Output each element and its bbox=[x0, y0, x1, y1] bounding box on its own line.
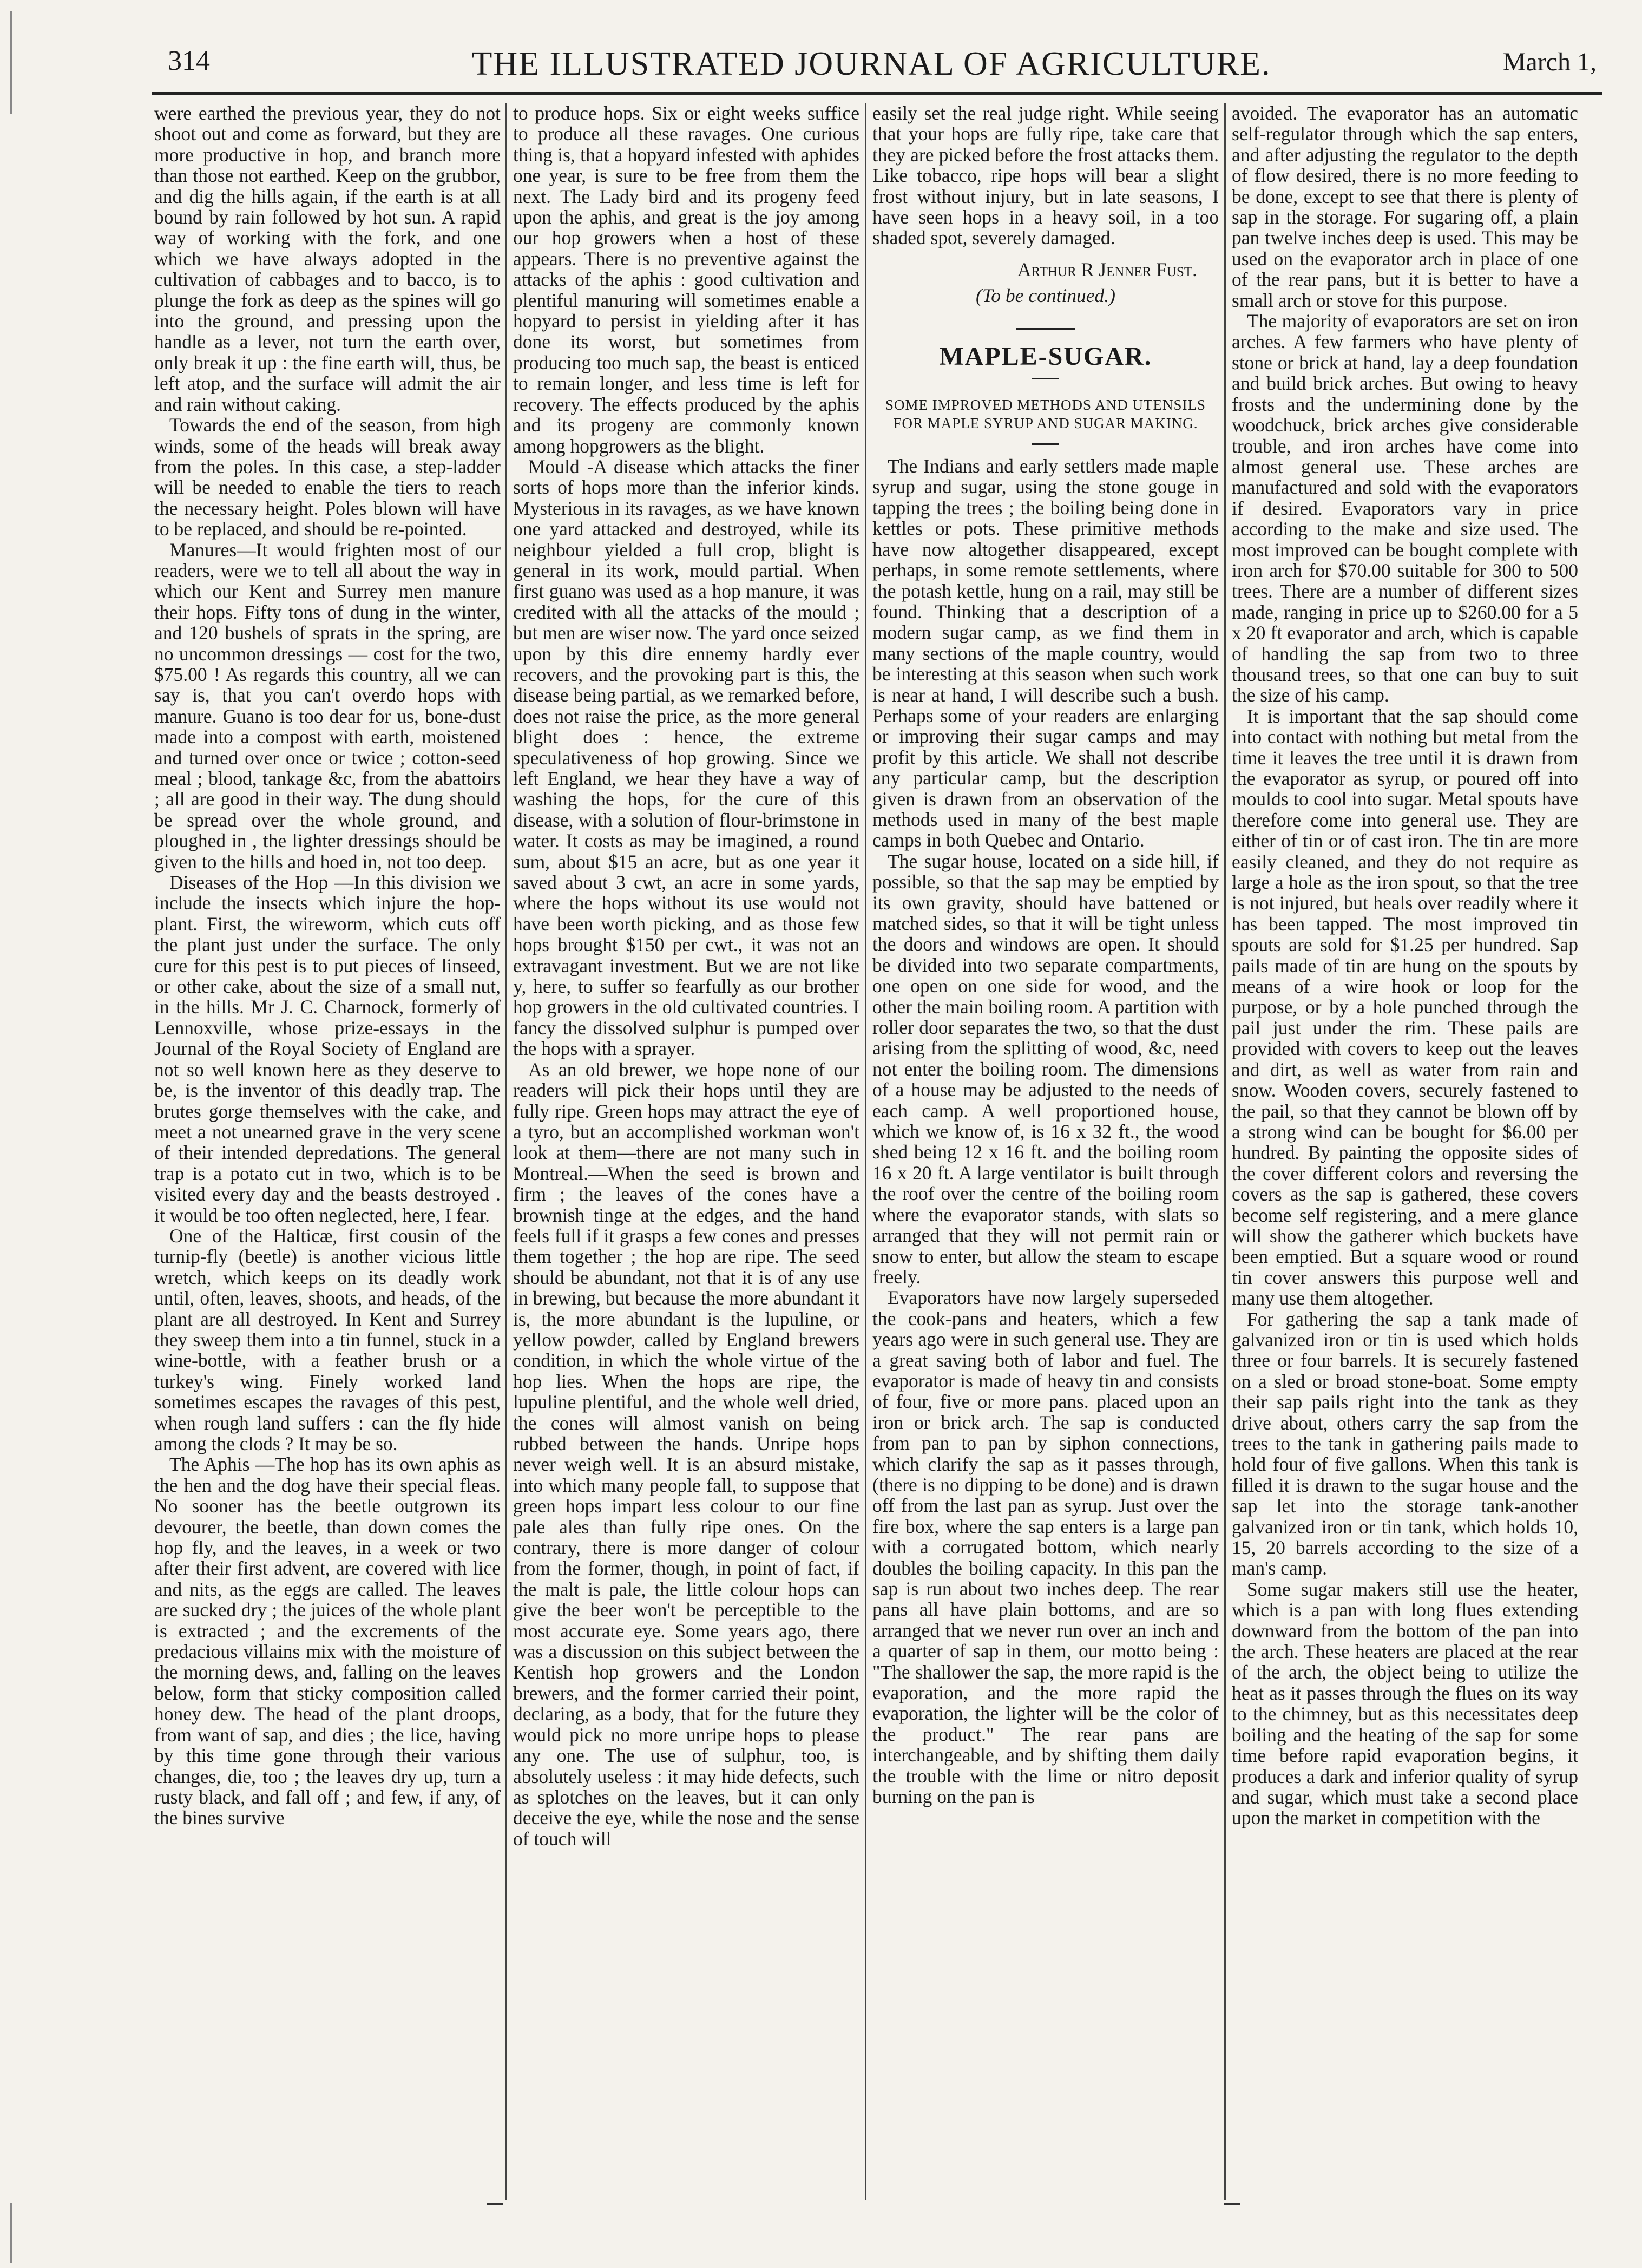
footer-mark bbox=[1224, 2203, 1240, 2205]
continued-note: (To be continued.) bbox=[976, 285, 1115, 307]
journal-title: THE ILLUSTRATED JOURNAL OF AGRICULTURE. bbox=[471, 45, 1271, 82]
section-divider bbox=[1032, 443, 1059, 445]
paragraph: to produce hops. Six or eight weeks suffice to produce all these ravages. One curious thing is, that a hopyard infested with aphides one year, is sure to be free from them the next. The Lady bird and its progeny feed upon the aphis, and great is the joy among our hop growers when a host of these appears. There is no preventive against the attacks of the aphis : good cultivation and plentiful manuring will sometimes enable a hopyard to persist in yielding after it has done its worst, but sometimes from producing too much sap, the beast is enticed to remain longer, and less time is left for recovery. The effects produced by the aphis and its progeny are commonly known among hopgrowers as the blight. bbox=[513, 103, 859, 457]
column-rule bbox=[1224, 103, 1226, 2200]
paragraph: Towards the end of the season, from high winds, some of the heads will break away from the poles. In this case, a step-ladder will be needed to enable the tiers to reach the necessary height. Poles blown will have to be replaced, and should be re-pointed. bbox=[154, 414, 501, 540]
paragraph: The Aphis —The hop has its own aphis as the hen and the dog have their special fleas. No sooner has the beetle outgrown its devourer, the beetle, than down comes the hop fly, and the leaves, in a week or two after their first advent, are covered with lice and nits, as the eggs are called. The leaves are sucked dry ; the juices of the whole plant is extracted ; and the excrements of the predacious villains mix with the moisture of the morning dews, and, falling on the leaves below, form that sticky composition called honey dew. The head of the plant droops, from want of sap, and dies ; the lice, having by this time gone through their various changes, die, too ; the leaves dry up, turn a rusty black, and fall off ; and few, if any, of the bines survive bbox=[154, 1453, 501, 1829]
section-divider bbox=[1032, 378, 1059, 379]
page-header bbox=[135, 41, 1607, 92]
paragraph: As an old brewer, we hope none of our readers will pick their hops until they are fully ripe. Green hops may attract the eye of a tyro, but an accomplished workman won't look at them—there are not many such in Montreal.—When the seed is brown and firm ; the leaves of the cones have a brownish tinge at the edges, and the hand feels full if it grasps a few cones and presses them together ; the hop are ripe. The seed should be abundant, not that it is of any use in brewing, but because the more abundant it is, the more abundant is the lupuline, or yellow powder, called by England brewers condition, in which the whole virtue of the hop lies. When the hops are ripe, the lupuline plentiful, and the whole well dried, the cones will almost vanish on being rubbed between the hands. Unripe hops never weigh well. It is an absurd mistake, into which many people fall, to suppose that green hops impart less colour to our fine pale ales than fully ripe ones. On the contrary, there is more danger of colour from the former, though, in point of fact, if the malt is pale, the little colour hops can give the beer won't be perceptible to the most accurate eye. Some years ago, there was a discussion on this subject between the Kentish hop growers and the London brewers, and the former carried their point, declaring, as a body, that for the future they would pick no more unripe hops to please any one. The use of sulphur, too, is absolutely useless : it may hide defects, such as splotches on the leaves, but it can only deceive the eye, while the nose and the sense of touch will bbox=[513, 1058, 859, 1850]
section-title: MAPLE-SUGAR. bbox=[939, 342, 1152, 371]
margin-mark bbox=[10, 2203, 12, 2263]
paragraph: easily set the real judge right. While seeing that your hops are fully ripe, take care that they are picked before the frost attacks them. Like tobacco, ripe hops will bear a slight frost without injury, but in late seasons, I have seen hops in a heavy soil, in a too shaded spot, severely damaged. bbox=[872, 103, 1219, 249]
column-1 bbox=[154, 103, 501, 2200]
section-subtitle: SOME IMPROVED METHODS AND UTENSILS FOR MAPLE SYRUP AND SUGAR MAKING. bbox=[885, 397, 1206, 432]
paragraph: The Indians and early settlers made maple syrup and sugar, using the stone gouge in tapping the trees ; the boiling being done in kettles or pots. These primitive methods have now altogether disappeared, except perhaps, in some remote settlements, where the potash kettle, hung on a rail, may still be found. Thinking that a description of a modern sugar camp, as we find them in many sections of the maple country, would be interesting at this season when such work is near at hand, I will describe such a bush. Perhaps some of your readers are enlarging or improving their sugar camps and may profit by this article. We shall not describe any particular camp, but the description given is drawn from an observation of the methods used in many of the best maple camps in both Quebec and Ontario. bbox=[872, 455, 1219, 851]
header-rule bbox=[152, 92, 1602, 95]
column-4 bbox=[1232, 103, 1578, 2200]
column-2 bbox=[513, 103, 859, 2200]
page-number: 314 bbox=[168, 45, 210, 76]
issue-date: March 1, bbox=[1502, 48, 1597, 76]
paragraph: avoided. The evaporator has an automatic self-regulator through which the sap enters, and after adjusting the regulator to the depth of flow desired, there is no more feeding to be done, except to see that there is plenty of sap in the storage. For sugaring off, a plain pan twelve inches deep is used. This may be used on the evaporator arch in place of one of the rear pans, but it is better to have a small arch or stove for this purpose. bbox=[1232, 103, 1578, 311]
paragraph: It is important that the sap should come into contact with nothing but metal from the time it leaves the tree until it is drawn from the evaporator as syrup, or poured off into moulds to cool into sugar. Metal spouts have therefore come into general use. They are either of tin or of cast iron. The tin are more easily cleaned, and they do not require as large a hole as the iron spout, so that the tree is not injured, but heals over readily where it has been tapped. The most improved tin spouts are sold for $1.25 per hundred. Sap pails made of tin are hung on the spouts by means of a wire hook or loop for the purpose, or by a hole punched through the pail just under the rim. These pails are provided with covers to keep out the leaves and dirt, as well as water from rain and snow. Wooden covers, securely fastened to the pail, so that they cannot be blown off by a strong wind can be bought for $6.00 per hundred. By painting the opposite sides of the cover different colors and reversing the covers as the sap is gathered, these covers become self registering, and a mere glance will show the gatherer which buckets have been emptied. But a square wood or round tin cover answers this purpose well and many use them altogether. bbox=[1232, 705, 1578, 1309]
paragraph: Manures—It would frighten most of our readers, were we to tell all about the way in which our Kent and Surrey men manure their hops. Fifty tons of dung in the winter, and 120 bushels of sprats in the spring, are no uncommon dressings — cost for the two, $75.00 ! As regards this country, all we can say is, that you can't overdo hops with manure. Guano is too dear for us, bone-dust made into a compost with earth, moistened and turned over once or twice ; cotton-seed meal ; blood, tankage &c, from the abattoirs ; all are good in their way. The dung should be spread over the whole ground, and ploughed in , the lighter dressings should be given to the hills and hoed in, not too deep. bbox=[154, 539, 501, 873]
paragraph: Diseases of the Hop —In this division we include the insects which injure the hop-plant. First, the wireworm, which cuts off the plant just under the surface. The only cure for this pest is to put pieces of linseed, or other cake, about the size of a small nut, in the hills. Mr J. C. Charnock, formerly of Lennoxville, whose prize-essays in the Journal of the Royal Society of England are not so well known here as they deserve to be, is the inventor of this deadly trap. The brutes gorge themselves with the cake, and meet a not unearned grave in the very scene of their intended depredations. The general trap is a potato cut in two, which is to be visited every day and the beasts destroyed . it would be too often neglected, here, I fear. bbox=[154, 871, 501, 1226]
paragraph: Evaporators have now largely superseded the cook-pans and heaters, which a few years ago were in such general use. They are a great saving both of labor and fuel. The evaporator is made of heavy tin and consists of four, five or more pans. placed upon an iron or brick arch. The sap is conducted from pan to pan by siphon connections, which clarify the sap as it passes through, (there is no dipping to be done) and is drawn off from the last pan as syrup. Just over the fire box, where the sap enters is a large pan with a corrugated bottom, which nearly doubles the boiling capacity. In this pan the sap is run about two inches deep. The rear pans all have plain bottoms, and are so arranged that we never run over an inch and a quarter of sap in them, our motto being : "The shallower the sap, the more rapid is the evaporation, and the more rapid the evaporation, the lighter will be the color of the product." The rear pans are interchangeable, and by shifting them daily the trouble with the lime or nitro deposit burning on the pan is bbox=[872, 1287, 1219, 1808]
paragraph: For gathering the sap a tank made of galvanized iron or tin is used which holds three or four barrels. It is securely fastened on a sled or broad stone-boat. Some empty their sap pails right into the tank as they drive about, others carry the sap from the trees to the tank in gathering pails made to hold four of five gallons. When this tank is filled it is drawn to the sugar house and the sap let into the storage tank-another galvanized iron or tin tank, which holds 10, 15, 20 barrels according to the size of a man's camp. bbox=[1232, 1308, 1578, 1579]
paragraph: The majority of evaporators are set on iron arches. A few farmers who have plenty of stone or brick at hand, lay a deep foundation and build brick arches. But owing to heavy frosts and the undermining done by the woodchuck, brick arches give considerable trouble, and iron arches have come into almost general use. These arches are manufactured and sold with the evaporators if desired. Evaporators vary in price according to the make and size used. The most improved can be bought complete with iron arch for $70.00 suitable for 300 to 500 trees. There are a number of different sizes made, ranging in price up to $260.00 for a 5 x 20 ft evaporator and arch, which is capable of handling the sap from two to three thousand trees, so that one can buy to suit the size of his camp. bbox=[1232, 310, 1578, 706]
paragraph: Some sugar makers still use the heater, which is a pan with long flues extending downward from the bottom of the pan into the arch. These heaters are placed at the rear of the arch, the object being to utilize the heat as it passes through the flues on its way to the chimney, but as this necessitates deep boiling and the heating of the sap for some time before rapid evaporation begins, it produces a dark and inferior quality of syrup and sugar, which must take a second place upon the market in competition with the bbox=[1232, 1578, 1578, 1829]
paragraph: The sugar house, located on a side hill, if possible, so that the sap may be emptied by its own gravity, should have battened or matched sides, so that it will be tight unless the doors and windows are open. It should be divided into two separate compartments, one open on one side for wood, and the other the main boiling room. A partition with roller door separates the two, so that the dust arising from the splitting of wood, &c, need not enter the boiling room. The dimensions of a house may be adjusted to the needs of each camp. A well proportioned house, which we know of, is 16 x 32 ft., the wood shed being 12 x 16 ft. and the boiling room 16 x 20 ft. A large ventilator is built through the roof over the centre of the boiling room where the evaporator stands, with slats so arranged that they will not permit rain or snow to enter, but allow the steam to escape freely. bbox=[872, 850, 1219, 1288]
section-divider bbox=[1016, 328, 1075, 330]
column-3 bbox=[872, 103, 1219, 2200]
author-byline: Arthur R Jenner Fust. bbox=[1017, 258, 1197, 280]
paragraph: One of the Halticæ, first cousin of the turnip-fly (beetle) is another vicious little wretch, which keeps on its deadly work until, often, leaves, shoots, and heads, of the plant are all destroyed. In Kent and Surrey they sweep them into a tin funnel, stuck in a wine-bottle, with a feather brush or a turkey's wing. Finely worked land sometimes escapes the ravages of this pest, when rough land suffers : can the fly hide among the clods ? It may be so. bbox=[154, 1224, 501, 1454]
paragraph: Mould -A disease which attacks the finer sorts of hops more than the inferior kinds. Mysterious in its ravages, as we have known one yard attacked and destroyed, while its neighbour yielded a full crop, blight is general in its work, mould partial. When first guano was used as a hop manure, it was credited with all the attacks of the mould ; but men are wiser now. The yard once seized upon by this dire ennemy hardly ever recovers, and the provoking part is this, the disease being partial, as we remarked before, does not raise the price, as the more general blight does : hence, the extreme speculativeness of hop growing. Since we left England, we hear they have a way of washing the hops, for the cure of this disease, with a solution of flour-brimstone in water. It costs as may be imagined, a round sum, about $15 an acre, but as one year it saved about 3 cwt, an acre in some yards, where the hops without its use would not have been worth picking, and as those few hops brought $150 per cwt., it was not an extravagant investment. But we are not like y, here, to suffer so fearfully as our brother hop growers in the old cultivated countries. I fancy the dissolved sulphur is pumped over the hops with a sprayer. bbox=[513, 455, 859, 1060]
paragraph: were earthed the previous year, they do not shoot out and come as forward, but they are more productive in hop, and branch more than those not earthed. Keep on the grubbor, and dig the hills again, if the earth is at all bound by rain followed by hot sun. A rapid way of working with the fork, and one which we have always adopted in the cultivation of cabbages and to bacco, is to plunge the fork as deep as the spines will go into the ground, and pressing upon the handle as a lever, not turn the earth over, only break it up : the fine earth will, thus, be left atop, and the surface will admit the air and rain without caking. bbox=[154, 103, 501, 415]
footer-mark bbox=[487, 2203, 503, 2205]
margin-mark bbox=[10, 11, 12, 114]
column-rule bbox=[505, 103, 507, 2200]
column-rule bbox=[865, 103, 866, 2200]
